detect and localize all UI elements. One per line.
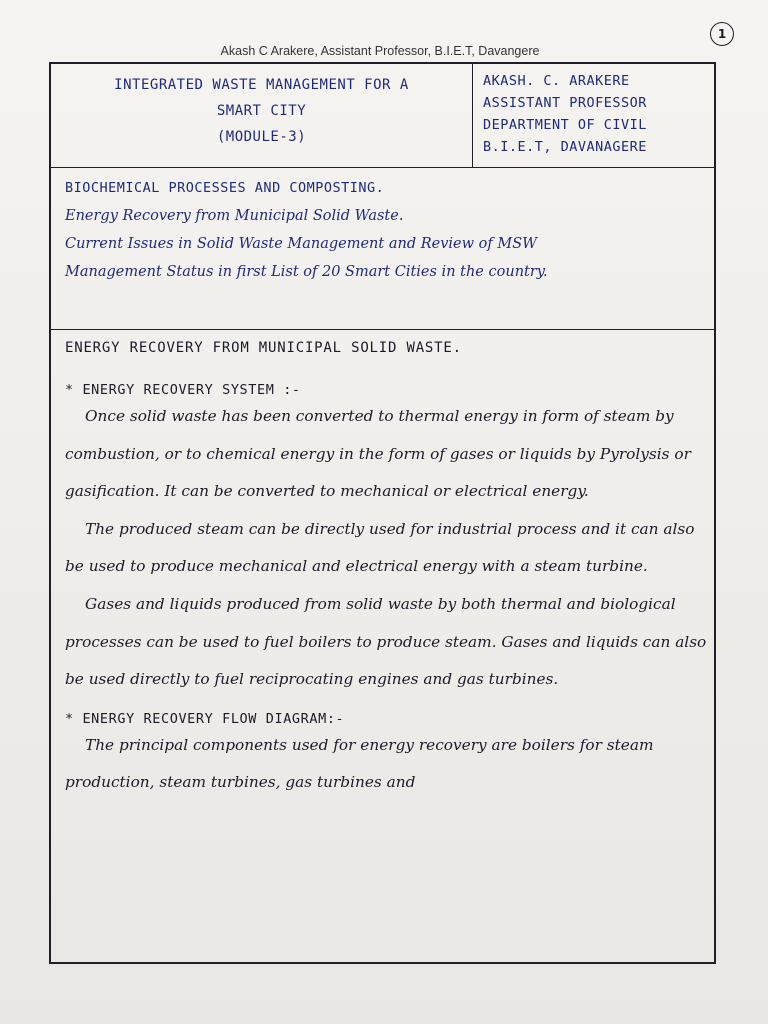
paragraph-text: Gases and liquids produced from solid waste by both thermal and biological processes can be used to fuel boilers to produce steam. Gases and liquids can also be used directly to fuel reciprocating engines and gas turbines. [65, 594, 707, 689]
module-topics [65, 174, 705, 286]
topic-item: Management Status in first List of 20 Smart Cities in the country. [65, 264, 548, 280]
topic-item: Energy Recovery from Municipal Solid Waste. [65, 208, 404, 224]
header-divider-vertical [472, 64, 473, 167]
title-block [59, 72, 464, 150]
paragraph-text: The produced steam can be directly used for industrial process and it can also be used to produce mechanical and electrical energy with a steam turbine. [65, 519, 695, 576]
author-designation: ASSISTANT PROFESSOR [483, 95, 647, 111]
title-line-1: INTEGRATED WASTE MANAGEMENT FOR A [114, 77, 409, 93]
subsection-heading-energy-recovery-system: * ENERGY RECOVERY SYSTEM :- [65, 382, 301, 398]
topics-divider [51, 329, 714, 330]
author-block [483, 70, 713, 158]
energy-recovery-paragraph [65, 398, 710, 699]
topic-item: BIOCHEMICAL PROCESSES AND COMPOSTING. [65, 180, 385, 196]
flow-diagram-paragraph [65, 727, 710, 802]
page-frame [49, 62, 716, 964]
main-content [65, 336, 710, 802]
module-label: (MODULE-3) [216, 129, 307, 145]
subsection-heading-flow-diagram: * ENERGY RECOVERY FLOW DIAGRAM:- [65, 710, 345, 727]
header-divider [51, 167, 714, 168]
author-name: AKASH. C. ARAKERE [483, 73, 630, 89]
running-header: Akash C Arakere, Assistant Professor, B.I.E.T, Davangere [220, 44, 540, 58]
section-title: ENERGY RECOVERY FROM MUNICIPAL SOLID WASTE. [65, 340, 462, 356]
page-number: 1 [710, 22, 734, 46]
paragraph-text: The principal components used for energy recovery are boilers for steam production, steam turbines, gas turbines and [65, 735, 654, 792]
topic-item: Current Issues in Solid Waste Management and Review of MSW [65, 236, 538, 252]
author-institute: B.I.E.T, DAVANAGERE [483, 139, 647, 155]
paragraph-text: Once solid waste has been converted to thermal energy in form of steam by combustion, or to chemical energy in the form of gases or liquids by Pyrolysis or gasification. It can be converted to mechanical or electrical energy. [65, 407, 691, 501]
title-line-2: SMART CITY [216, 103, 307, 119]
author-department: DEPARTMENT OF CIVIL [483, 117, 647, 133]
